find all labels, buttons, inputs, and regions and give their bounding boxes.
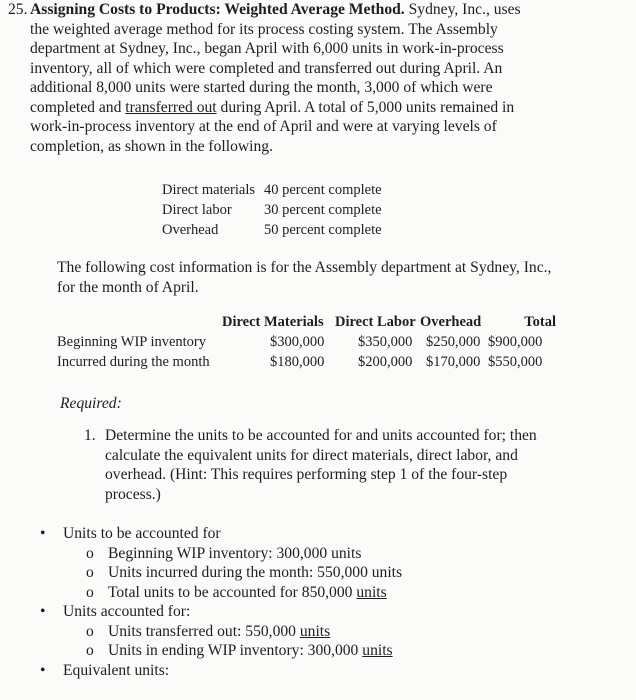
list-item: o Beginning WIP inventory: 300,000 units — [86, 544, 362, 562]
circle-bullet-icon: o — [86, 622, 94, 640]
cost-intro: The following cost information is for the Assembly department at Sydney, Inc., for the month of April. — [57, 259, 552, 296]
problem-line-7: work-in-process inventory at the end of April and were at varying levels of — [30, 118, 497, 135]
circle-bullet-icon: o — [86, 583, 94, 601]
table-row: Beginning WIP inventory $300,000 $350,000 $250,000 $900,000 — [57, 334, 543, 350]
list-item: • Units to be accounted for — [40, 525, 221, 542]
circle-bullet-icon: o — [86, 642, 94, 659]
header-total: Total — [524, 314, 556, 330]
requirement-1: 1. Determine the units to be accounted for and units accounted for; then calculate the equivalent units for direct materials, direct labor, and overhead. (Hint: This requires performing step 1 of the four-step process.) — [84, 427, 537, 503]
answer-list — [0, 524, 636, 680]
problem-line-2: the weighted average method for its process costing system. The Assembly — [30, 20, 498, 38]
list-item: o Units incurred during the month: 550,000 units — [86, 564, 403, 581]
problem-number: 25. — [8, 1, 28, 18]
cost-table — [57, 312, 556, 372]
problem-title: Assigning Costs to Products: Weighted Average Method. — [30, 1, 405, 18]
table-row: Incurred during the month $180,000 $200,000 $170,000 $550,000 — [57, 354, 543, 370]
list-item: o Units in ending WIP inventory: 300,000 units — [86, 642, 393, 659]
problem-statement — [8, 0, 620, 156]
header-overhead: Overhead — [420, 314, 482, 330]
completion-row-overhead: Overhead 50 percent complete — [162, 222, 382, 238]
bullet-icon: • — [40, 661, 46, 679]
circle-bullet-icon: o — [86, 564, 94, 581]
list-item: • Equivalent units: — [40, 661, 170, 679]
problem-line-5: additional 8,000 units were started during the month, 3,000 of which were — [30, 79, 493, 96]
completion-row-direct-labor: Direct labor 30 percent complete — [162, 202, 382, 218]
list-item: • Units accounted for: — [40, 603, 191, 620]
problem-line-8: completion, as shown in the following. — [30, 137, 273, 155]
problem-line-1: Assigning Costs to Products: Weighted Average Method. Sydney, Inc., uses — [30, 1, 521, 18]
bullet-icon: • — [40, 525, 46, 542]
header-direct-labor: Direct Labor — [335, 314, 416, 330]
list-item: o Total units to be accounted for 850,000 units — [86, 583, 387, 601]
completion-row-direct-materials: Direct materials 40 percent complete — [162, 182, 382, 198]
problem-line-6: completed and transferred out during April. A total of 5,000 units remained in — [30, 98, 515, 116]
requirement-number: 1. — [84, 427, 96, 444]
problem-line-3: department at Sydney, Inc., began April with 6,000 units in work-in-process — [30, 40, 504, 57]
required-label: Required: — [60, 395, 122, 412]
completion-table — [162, 180, 382, 240]
bullet-icon: • — [40, 603, 46, 620]
header-direct-materials: Direct Materials — [222, 314, 324, 330]
circle-bullet-icon: o — [86, 544, 94, 562]
problem-line-4: inventory, all of which were completed and transferred out during April. An — [30, 59, 503, 77]
list-item: o Units transferred out: 550,000 units — [86, 622, 331, 640]
cost-table-header — [57, 312, 556, 332]
